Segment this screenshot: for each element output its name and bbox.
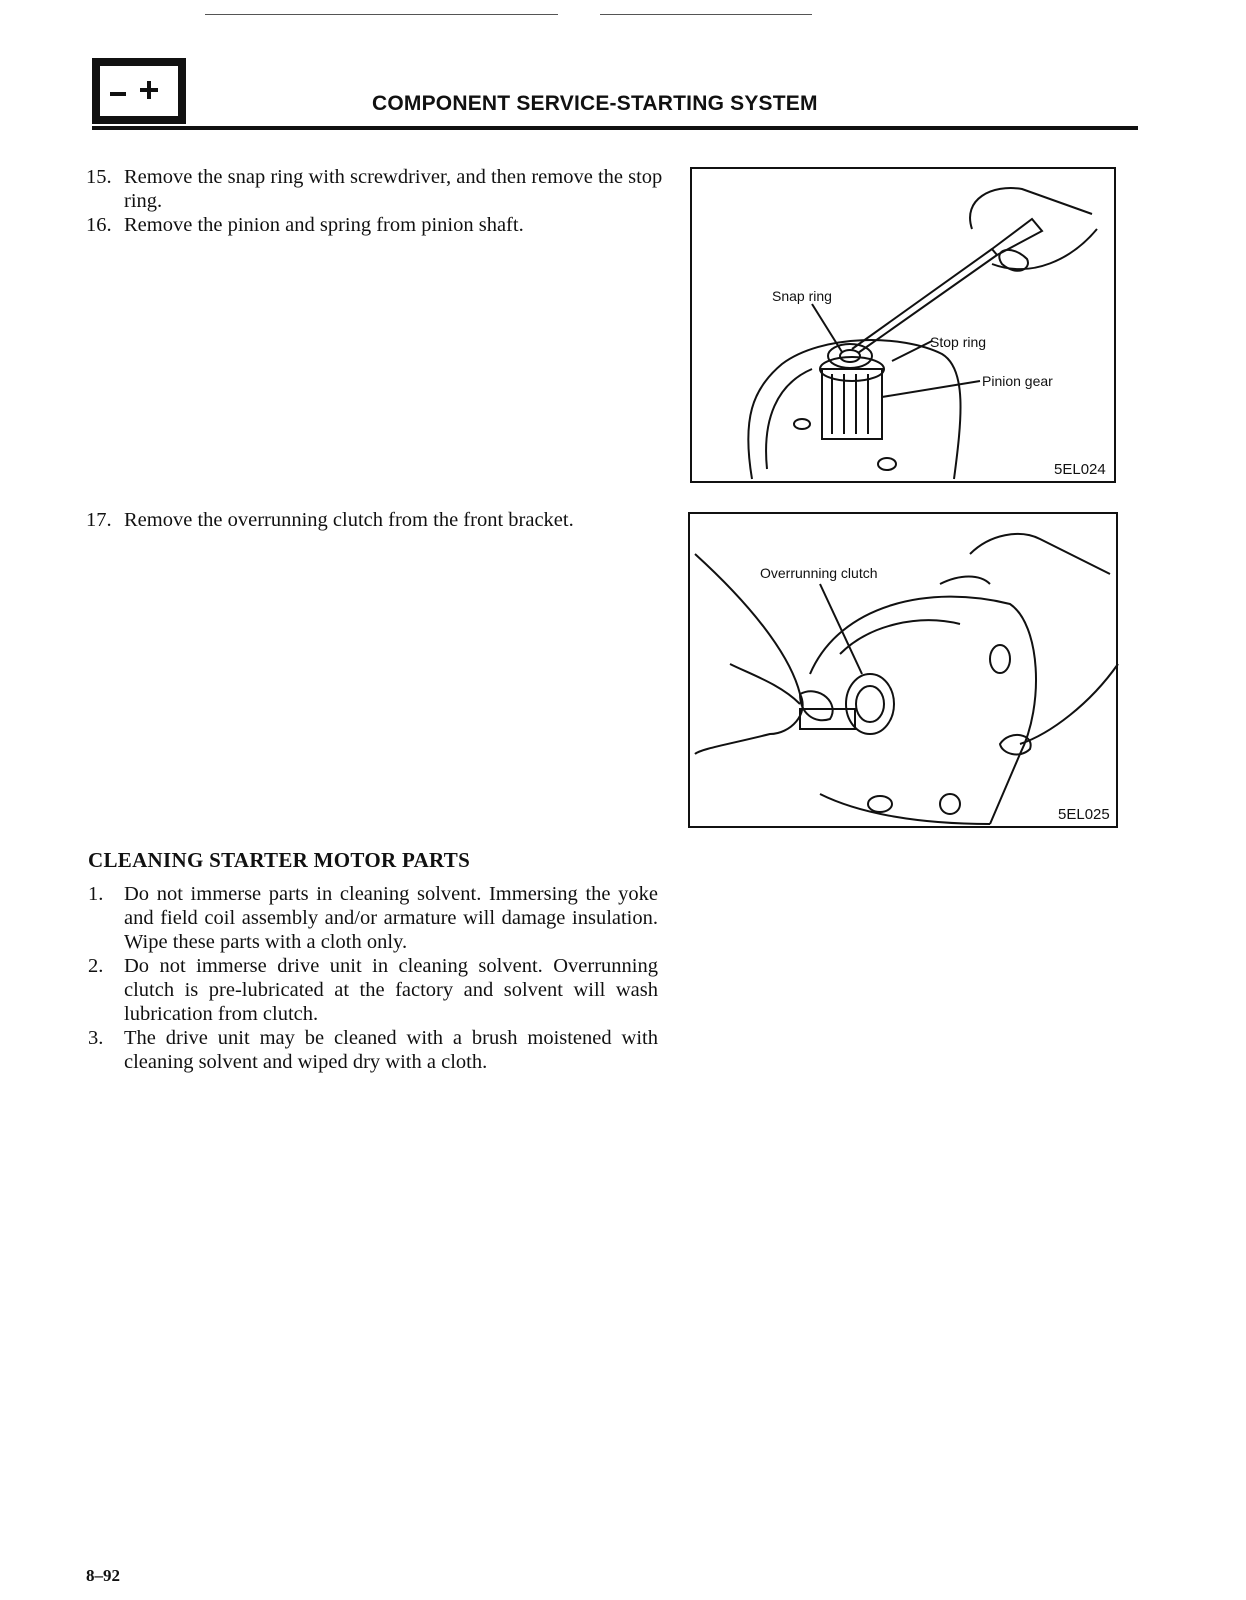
cleaning-list [88, 882, 658, 1074]
item-text: Do not immerse drive unit in cleaning solvent. Overrunning clutch is pre-lubricated at the factory and solvent will wash lubrication from clutch. [124, 955, 658, 1025]
step-number: 17. [86, 509, 112, 531]
step-text: Remove the snap ring with screwdriver, and then remove the stop ring. [124, 166, 663, 212]
step-16 [86, 213, 666, 237]
figure-overrunning-clutch-removal [688, 512, 1118, 828]
item-text: Do not immerse parts in cleaning solvent. Immersing the yoke and field coil assembly and/or armature will damage insulation. Wipe these parts with a cloth only. [124, 883, 658, 953]
cleaning-item-2 [88, 954, 658, 1026]
item-text: The drive unit may be cleaned with a brush moistened with cleaning solvent and wiped dry with a cloth. [124, 1027, 658, 1073]
header-rule [92, 126, 1138, 130]
cleaning-item-3 [88, 1026, 658, 1074]
step-17 [86, 508, 666, 532]
figure-snap-ring-removal [690, 167, 1116, 483]
label-snap-ring: Snap ring [772, 288, 832, 304]
top-rule-right [600, 14, 812, 15]
steps-mid [86, 508, 666, 532]
step-number: 16. [86, 214, 112, 236]
item-number: 3. [88, 1027, 104, 1049]
step-text: Remove the overrunning clutch from the front bracket. [124, 509, 574, 531]
step-text: Remove the pinion and spring from pinion shaft. [124, 214, 524, 236]
steps-top [86, 165, 666, 237]
cleaning-item-1 [88, 882, 658, 954]
item-number: 1. [88, 883, 104, 905]
page-title: COMPONENT SERVICE-STARTING SYSTEM [372, 92, 818, 115]
figure-code: 5EL025 [1058, 806, 1110, 823]
figure-code: 5EL024 [1054, 461, 1106, 478]
step-number: 15. [86, 166, 112, 188]
page-number: 8–92 [86, 1566, 120, 1585]
label-overrunning-clutch: Overrunning clutch [760, 565, 878, 581]
step-15 [86, 165, 666, 213]
item-number: 2. [88, 955, 104, 977]
label-stop-ring: Stop ring [930, 334, 987, 350]
snap-ring-illustration [692, 169, 1118, 485]
label-pinion-gear: Pinion gear [982, 373, 1053, 389]
section-title: CLEANING STARTER MOTOR PARTS [88, 848, 471, 872]
top-rule-left [205, 14, 558, 15]
overrunning-clutch-illustration [690, 514, 1120, 830]
battery-icon [92, 58, 186, 124]
